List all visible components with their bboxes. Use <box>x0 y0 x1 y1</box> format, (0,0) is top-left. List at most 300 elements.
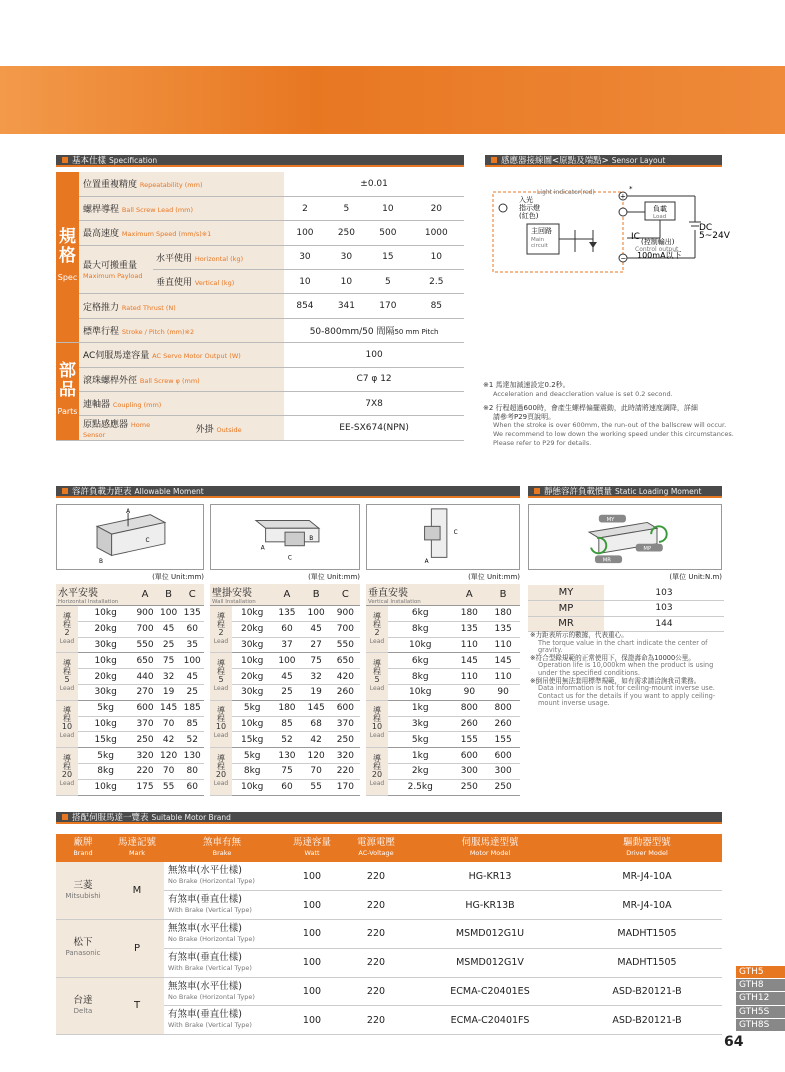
driver-model-cell: MR-J4-10A <box>572 891 722 920</box>
spec-side-label: 規 格 Spec <box>56 172 79 343</box>
volt-cell: 220 <box>344 891 408 920</box>
moment-table <box>210 584 360 796</box>
moment-cell: 55 <box>302 779 331 795</box>
watt-cell: 100 <box>280 1006 344 1035</box>
moment-cell: 85 <box>272 716 301 732</box>
payload-h-label: 水平使用 Horizontal (kg) <box>153 245 284 269</box>
moment-col-header: A <box>452 584 486 606</box>
volt-label: 5~24V <box>699 231 730 241</box>
moment-cell: 60 <box>272 779 301 795</box>
moment-cell: 100 <box>302 606 331 622</box>
moment-cell: 75 <box>157 653 181 669</box>
watt-cell: 100 <box>280 948 344 977</box>
moment-cell: 25 <box>272 684 301 700</box>
moment-row <box>366 669 520 685</box>
moment-row <box>210 684 360 700</box>
lead-cell: 導 程 2 Lead <box>366 606 388 653</box>
note-2-zh: ※2 行程超過600時，會產生螺桿偏擺震動，此時請將速度調降，詳細 <box>483 404 698 413</box>
static-value: 103 <box>604 601 724 617</box>
brand-mark: P <box>110 920 164 978</box>
payload-h-value: 30 <box>326 245 367 269</box>
vertical-install-diagram <box>366 504 520 570</box>
side-tab-gth5[interactable]: GTH5 <box>736 966 785 978</box>
moment-cell: 8kg <box>388 669 452 685</box>
light-zh-1: 入光 <box>519 196 533 204</box>
moment-row <box>56 763 204 779</box>
moment-cell: 650 <box>331 653 360 669</box>
moment-cell: 19 <box>302 684 331 700</box>
moment-cell: 20kg <box>232 669 272 685</box>
horizontal-install-diagram <box>56 504 204 570</box>
moment-cell: 800 <box>486 700 520 716</box>
moment-cell: 1kg <box>388 748 452 764</box>
brake-cell: 無煞車(水平仕樣) No Brake (Horizontal Type) <box>164 862 280 891</box>
moment-section-header: 容許負載力距表 Allowable Moment <box>56 486 520 498</box>
brake-cell: 無煞車(水平仕樣) No Brake (Horizontal Type) <box>164 977 280 1006</box>
spec-table <box>56 172 464 441</box>
screw-label: 滾珠螺桿外徑 Ball Screw φ (mm) <box>79 367 284 391</box>
ctrl-en: Control output <box>635 246 679 253</box>
moment-cell: 45 <box>180 669 204 685</box>
moment-cell: 90 <box>452 684 486 700</box>
moment-cell: 10kg <box>232 779 272 795</box>
moment-cell: 10kg <box>232 606 272 622</box>
brake-cell: 有煞車(垂直仕樣) With Brake (Vertical Type) <box>164 1006 280 1035</box>
lead-cell: 導 程 2 Lead <box>210 606 232 653</box>
lead-value: 2 <box>284 196 325 220</box>
moment-cell: 100 <box>180 653 204 669</box>
static-value: 103 <box>604 585 724 601</box>
moment-row <box>366 653 520 669</box>
moment-cell: 135 <box>452 621 486 637</box>
moment-cell: 260 <box>331 684 360 700</box>
moment-cell: 10kg <box>78 779 133 795</box>
led-icon <box>499 204 507 212</box>
moment-cell: 100 <box>272 653 301 669</box>
moment-col-header: C <box>180 584 204 606</box>
moment-cell: 5kg <box>78 748 133 764</box>
moment-row <box>210 621 360 637</box>
moment-cell: 260 <box>486 716 520 732</box>
col-brand: 廠牌 Brand <box>56 834 110 862</box>
lead-value: 10 <box>367 196 408 220</box>
speed-label: 最高速度 Maximum Speed (mm/s)※1 <box>79 221 284 245</box>
side-tab-gth12[interactable]: GTH12 <box>736 992 785 1004</box>
payload-v-value: 5 <box>367 270 408 294</box>
moment-row <box>56 732 204 748</box>
moment-row <box>366 748 520 764</box>
moment-row <box>210 763 360 779</box>
sensor-section-header: 感應器接線圖<原點及端點> Sensor Layout <box>485 155 722 167</box>
payload-v-value: 10 <box>284 270 325 294</box>
moment-row <box>366 637 520 653</box>
unit-label: (單位 Unit:mm) <box>152 573 204 581</box>
note-2-zh2: 請參考P29頁說明。 <box>493 412 556 421</box>
static-key: MR <box>528 616 604 632</box>
moment-cell: 440 <box>133 669 157 685</box>
moment-cell: 30kg <box>232 684 272 700</box>
lead-cell: 導 程 5 Lead <box>366 653 388 700</box>
moment-cell: 75 <box>302 653 331 669</box>
home-label: 原點感應器 Home Sensor <box>79 416 153 440</box>
moment-cell: 270 <box>133 684 157 700</box>
moment-cell: 75 <box>272 763 301 779</box>
moment-cell: 250 <box>331 732 360 748</box>
moment-row <box>366 779 520 795</box>
moment-cell: 8kg <box>232 763 272 779</box>
lead-label: 螺桿導程 Ball Screw Lead (mm) <box>79 196 284 220</box>
moment-cell: 6kg <box>388 653 452 669</box>
brand-row <box>56 920 722 949</box>
moment-cell: 300 <box>452 763 486 779</box>
moment-col-header: B <box>157 584 181 606</box>
label-c: C <box>145 537 150 544</box>
spec-section-header: 基本仕樣 Specification <box>56 155 464 167</box>
ic-label: IC <box>631 232 640 242</box>
repeat-label: 位置重複精度 Repeatability (mm) <box>79 172 284 196</box>
thrust-label: 定格推力 Rated Thrust (N) <box>79 294 284 318</box>
moment-cell: 10kg <box>388 684 452 700</box>
main-circuit-en2: circuit <box>531 243 548 249</box>
moment-cell: 5kg <box>78 700 133 716</box>
watt-cell: 100 <box>280 920 344 949</box>
moment-cell: 370 <box>331 716 360 732</box>
moment-row <box>210 700 360 716</box>
load-en: Load <box>653 214 667 220</box>
lead-cell: 導 程 2 Lead <box>56 606 78 653</box>
screw-value: C7 φ 12 <box>284 367 464 391</box>
brake-cell: 無煞車(水平仕樣) No Brake (Horizontal Type) <box>164 920 280 949</box>
volt-cell: 220 <box>344 948 408 977</box>
moment-row <box>56 606 204 622</box>
speed-value: 1000 <box>409 221 464 245</box>
side-tab-gth8[interactable]: GTH8 <box>736 979 785 991</box>
col-watt: 馬達容量 Watt <box>280 834 344 862</box>
moment-cell: 370 <box>133 716 157 732</box>
static-note-en: Data information is not for ceiling-mount inverse use. Contact us for the details if you want to apply ceiling-mount inverse usage. <box>538 684 716 708</box>
static-note-zh: ※倒吊使用無法套用標準規範，如有需求請洽詢我司業務。 <box>530 676 701 685</box>
moment-row <box>366 716 520 732</box>
moment-col-header: B <box>486 584 520 606</box>
thrust-value: 341 <box>326 294 367 318</box>
motor-label: AC伺服馬達容量 AC Servo Motor Output (W) <box>79 343 284 367</box>
moment-cell: 32 <box>157 669 181 685</box>
moment-cell: 60 <box>272 621 301 637</box>
moment-row <box>56 716 204 732</box>
moment-cell: 45 <box>272 669 301 685</box>
static-key: MY <box>528 585 604 601</box>
moment-cell: 250 <box>452 779 486 795</box>
label-b: B <box>309 535 314 542</box>
moment-cell: 70 <box>157 716 181 732</box>
note-2-en: When the stroke is over 600mm, the run-out of the ballscrew will occur. <box>493 421 727 430</box>
moment-cell: 220 <box>133 763 157 779</box>
motor-model-cell: ECMA-C20401ES <box>408 977 572 1006</box>
main-circuit-zh: 主回路 <box>531 227 552 235</box>
stroke-label: 標準行程 Stroke / Pitch (mm)※2 <box>79 318 284 342</box>
col-brake: 煞車有無 Brake <box>164 834 280 862</box>
moment-cell: 300 <box>486 763 520 779</box>
brand-mark: T <box>110 977 164 1035</box>
moment-row <box>56 669 204 685</box>
model-side-tabs <box>736 966 785 1032</box>
moment-cell: 25 <box>157 637 181 653</box>
note-2-en: Please refer to P29 for details. <box>493 438 592 447</box>
repeat-value: ±0.01 <box>284 172 464 196</box>
moment-cell: 420 <box>331 669 360 685</box>
moment-cell: 650 <box>133 653 157 669</box>
light-zh-2: 指示燈 <box>519 204 540 212</box>
moment-cell: 800 <box>452 700 486 716</box>
moment-cell: 8kg <box>388 621 452 637</box>
moment-cell: 135 <box>272 606 301 622</box>
brand-row <box>56 977 722 1006</box>
brand-section-header: 搭配伺服馬達一覽表 Suitable Motor Brand <box>56 812 722 824</box>
thrust-value: 854 <box>284 294 325 318</box>
moment-cell: 5kg <box>388 732 452 748</box>
static-note-en: The torque value in the chart indicate the center of gravity. <box>538 638 708 655</box>
label-mp: MP <box>643 546 652 553</box>
moment-cell: 25 <box>180 684 204 700</box>
light-indicator-label: Light indicator(red) <box>537 189 595 196</box>
moment-row <box>366 684 520 700</box>
home-outside: 外掛 Outside <box>153 416 284 440</box>
moment-cell: 60 <box>180 621 204 637</box>
moment-cell: 320 <box>331 748 360 764</box>
static-note-zh: ※符合型錄規範的正常使用下，保證壽命為10000公里。 <box>530 653 695 662</box>
motor-model-cell: HG-KR13B <box>408 891 572 920</box>
static-note-zh: ※力距表所示的數據，代表重心。 <box>530 631 628 639</box>
col-mark: 馬達記號 Mark <box>110 834 164 862</box>
moment-cell: 550 <box>133 637 157 653</box>
moment-cell: 600 <box>486 748 520 764</box>
speed-value: 250 <box>326 221 367 245</box>
moment-cell: 42 <box>157 732 181 748</box>
label-a: A <box>260 545 265 552</box>
moment-cell: 700 <box>133 621 157 637</box>
moment-cell: 10kg <box>232 653 272 669</box>
moment-col-header: A <box>272 584 301 606</box>
side-tab-gth5s[interactable]: GTH5S <box>736 1006 785 1018</box>
moment-cell: 2.5kg <box>388 779 452 795</box>
moment-cell: 90 <box>486 684 520 700</box>
main-circuit-en1: Main <box>531 237 545 243</box>
col-driver: 驅動器型號 Driver Model <box>572 834 722 862</box>
payload-h-value: 15 <box>367 245 408 269</box>
lead-value: 5 <box>326 196 367 220</box>
minus-text: − <box>620 254 627 263</box>
volt-cell: 220 <box>344 977 408 1006</box>
motor-model-cell: MSMD012G1U <box>408 920 572 949</box>
moment-cell: 120 <box>302 748 331 764</box>
note-2-en: We recommend to low down the working speed under this circumstances. <box>493 429 734 438</box>
moment-cell: 145 <box>452 653 486 669</box>
moment-cell: 15kg <box>78 732 133 748</box>
label-my: MY <box>606 517 615 523</box>
motor-model-cell: ECMA-C20401FS <box>408 1006 572 1035</box>
star-text: * <box>629 185 633 193</box>
moment-cell: 2kg <box>388 763 452 779</box>
moment-cell: 185 <box>180 700 204 716</box>
dc-label: DC <box>699 223 713 233</box>
watt-cell: 100 <box>280 977 344 1006</box>
label-b: B <box>98 559 103 566</box>
moment-cell: 8kg <box>78 763 133 779</box>
lead-cell: 導 程 20 Lead <box>56 748 78 795</box>
home-value: EE-SX674(NPN) <box>284 416 464 440</box>
moment-cell: 135 <box>180 606 204 622</box>
unit-label: (單位 Unit:mm) <box>308 573 360 581</box>
moment-cell: 20kg <box>232 621 272 637</box>
moment-cell: 15kg <box>232 732 272 748</box>
motor-model-cell: MSMD012G1V <box>408 948 572 977</box>
moment-cell: 900 <box>331 606 360 622</box>
moment-cell: 45 <box>157 621 181 637</box>
moment-table-title: 水平安裝 Horizontal Installation <box>56 584 133 606</box>
motor-model-cell: HG-KR13 <box>408 862 572 891</box>
moment-row <box>366 606 520 622</box>
motor-brand-table <box>56 834 722 1035</box>
moment-cell: 10kg <box>388 637 452 653</box>
coupling-label: 連軸器 Coupling (mm) <box>79 392 284 416</box>
stroke-value: 50-800mm/50 間隔50 mm Pitch <box>284 318 464 342</box>
moment-cell: 27 <box>302 637 331 653</box>
moment-cell: 68 <box>302 716 331 732</box>
moment-cell: 145 <box>157 700 181 716</box>
coupling-value: 7X8 <box>284 392 464 416</box>
ctrl-zh: (控制輸出) <box>641 238 675 246</box>
moment-cell: 10kg <box>78 716 133 732</box>
lead-cell: 導 程 10 Lead <box>366 700 388 747</box>
moment-cell: 5kg <box>232 700 272 716</box>
brand-name: 松下 Panasonic <box>56 920 110 978</box>
speed-value: 100 <box>284 221 325 245</box>
moment-cell: 20kg <box>78 621 133 637</box>
out-terminal-icon <box>619 208 627 216</box>
moment-cell: 220 <box>331 763 360 779</box>
moment-row <box>56 637 204 653</box>
brake-cell: 有煞車(垂直仕樣) With Brake (Vertical Type) <box>164 948 280 977</box>
moment-col-header: B <box>302 584 331 606</box>
moment-cell: 1kg <box>388 700 452 716</box>
moment-cell: 35 <box>180 637 204 653</box>
moment-row <box>210 606 360 622</box>
sensor-wiring-diagram <box>485 182 730 282</box>
moment-cell: 55 <box>157 779 181 795</box>
static-note-en: Operation life is 10,000km when the product is using under the specified conditions. <box>538 661 714 677</box>
watt-cell: 100 <box>280 891 344 920</box>
moment-cell: 52 <box>272 732 301 748</box>
moment-cell: 600 <box>452 748 486 764</box>
moment-cell: 600 <box>331 700 360 716</box>
moment-cell: 5kg <box>232 748 272 764</box>
payload-label: 最大可搬重量 Maximum Payload <box>79 245 153 294</box>
moment-cell: 70 <box>302 763 331 779</box>
moment-cell: 110 <box>452 669 486 685</box>
label-a: A <box>424 559 429 566</box>
static-key: MP <box>528 601 604 617</box>
moment-row <box>56 779 204 795</box>
moment-cell: 320 <box>133 748 157 764</box>
side-tab-gth8s[interactable]: GTH8S <box>736 1019 785 1031</box>
moment-cell: 550 <box>331 637 360 653</box>
lead-value: 20 <box>409 196 464 220</box>
spec-notes <box>483 381 753 447</box>
brand-mark: M <box>110 862 164 920</box>
wall-install-diagram <box>210 504 360 570</box>
moment-table-title: 垂直安裝 Vertical Installation <box>366 584 452 606</box>
moment-row <box>210 779 360 795</box>
note-1-en: Acceleration and deaccleration value is set 0.2 second. <box>493 389 673 398</box>
moment-cell: 10kg <box>232 716 272 732</box>
moment-row <box>210 637 360 653</box>
volt-cell: 220 <box>344 920 408 949</box>
col-motor: 伺服馬達型號 Motor Model <box>408 834 572 862</box>
unit-label: (單位 Unit:N.m) <box>669 573 722 581</box>
driver-model-cell: MADHT1505 <box>572 948 722 977</box>
moment-cell: 180 <box>486 606 520 622</box>
moment-cell: 3kg <box>388 716 452 732</box>
moment-cell: 145 <box>486 653 520 669</box>
parts-side-label: 部 品 Parts <box>56 343 79 441</box>
moment-cell: 19 <box>157 684 181 700</box>
load-zh: 負載 <box>653 205 667 213</box>
driver-model-cell: MADHT1505 <box>572 920 722 949</box>
label-mr: MR <box>602 557 612 564</box>
moment-cell: 120 <box>157 748 181 764</box>
moment-row <box>56 653 204 669</box>
payload-h-value: 10 <box>409 245 464 269</box>
note-1-zh: ※1 馬達加減速設定0.2秒。 <box>483 381 570 389</box>
moment-cell: 900 <box>133 606 157 622</box>
moment-cell: 155 <box>452 732 486 748</box>
moment-cell: 135 <box>486 621 520 637</box>
plus-text: + <box>620 192 626 201</box>
col-volt: 電源電壓 AC-Voltage <box>344 834 408 862</box>
moment-cell: 52 <box>180 732 204 748</box>
moment-cell: 100 <box>157 606 181 622</box>
current-label: 100mA以下 <box>637 251 682 260</box>
moment-row <box>366 763 520 779</box>
moment-cell: 45 <box>302 621 331 637</box>
moment-cell: 32 <box>302 669 331 685</box>
moment-cell: 6kg <box>388 606 452 622</box>
moment-row <box>210 669 360 685</box>
payload-v-value: 2.5 <box>409 270 464 294</box>
moment-table <box>56 584 204 796</box>
moment-cell: 37 <box>272 637 301 653</box>
driver-model-cell: ASD-B20121-B <box>572 1006 722 1035</box>
moment-cell: 60 <box>180 779 204 795</box>
moment-row <box>210 716 360 732</box>
moment-col-header: A <box>133 584 157 606</box>
brake-cell: 有煞車(垂直仕樣) With Brake (Vertical Type) <box>164 891 280 920</box>
moment-cell: 30kg <box>232 637 272 653</box>
driver-model-cell: ASD-B20121-B <box>572 977 722 1006</box>
moment-cell: 145 <box>302 700 331 716</box>
static-moment-table <box>528 585 724 632</box>
moment-cell: 80 <box>180 763 204 779</box>
moment-cell: 110 <box>486 637 520 653</box>
moment-row <box>56 748 204 764</box>
moment-row <box>366 621 520 637</box>
moment-cell: 175 <box>133 779 157 795</box>
header-banner <box>0 66 785 134</box>
moment-cell: 30kg <box>78 637 133 653</box>
moment-col-header: C <box>331 584 360 606</box>
moment-cell: 10kg <box>78 653 133 669</box>
moment-cell: 155 <box>486 732 520 748</box>
